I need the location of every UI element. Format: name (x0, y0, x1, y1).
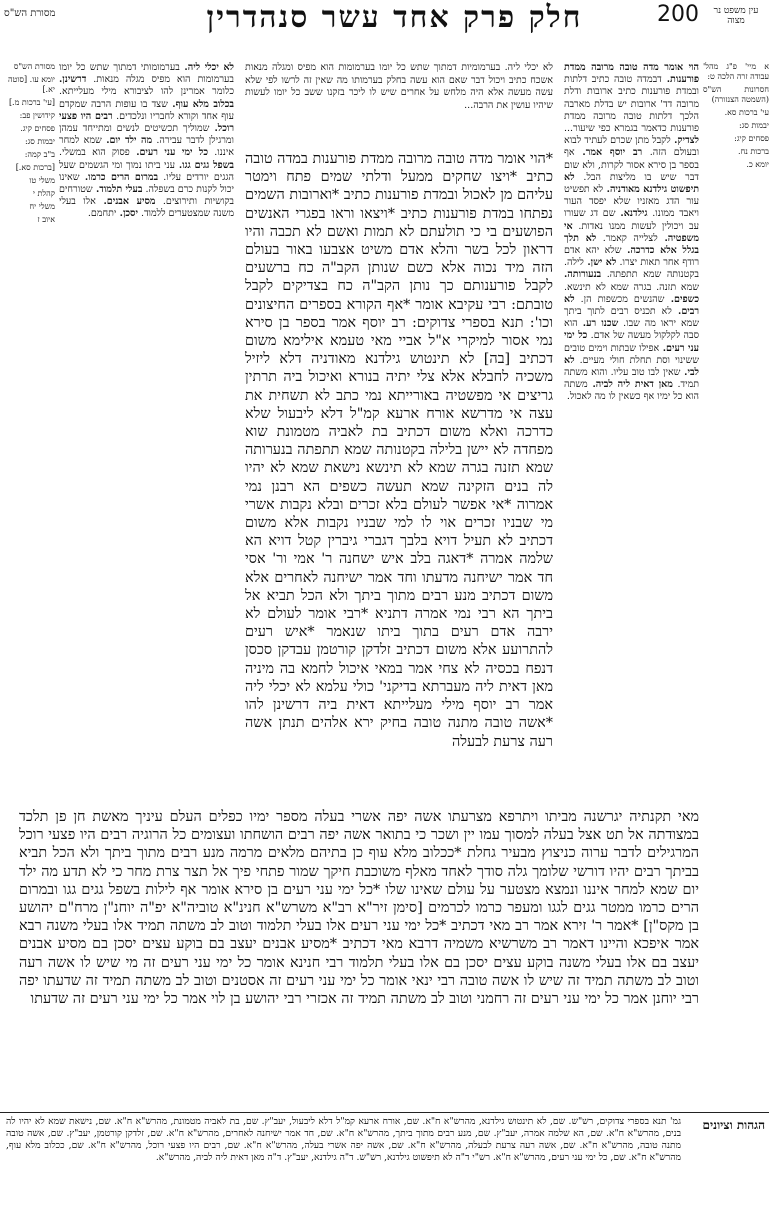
masoret-reference: יבמות סג: (24, 137, 55, 146)
masoret-reference: [עי' ברכות מ.] (8, 98, 55, 107)
tosafot-comment: שטורחים בקושיות ותירוצים. (59, 184, 234, 208)
tosafot-dibur-hamatchil: מה ילד יום. (101, 135, 153, 147)
page-title: חלק פרק אחד עשר סנהדרין (206, 0, 583, 35)
rashi-comment: שאין לבו טוב עליו. והוא משתה תמיד. (564, 367, 699, 391)
ein-mishpat-reference: יבמות סג: (738, 121, 769, 130)
masoret-reference: קידושין פב: (19, 111, 55, 120)
rashi-dibur-hamatchil: לא לבי. (564, 354, 699, 379)
rashi-commentary (564, 62, 699, 807)
notes-label: הגהות וציונים (702, 1118, 765, 1132)
rashi-comment: לקבל מתן שכרם לעתיד לבוא ובעולם הזה. (564, 135, 699, 159)
masoret-reference: יומא עו. [סוטה יא.] (7, 75, 55, 94)
tosafot-comment: כלומר אמרינן להו לציבורא מילי מעלייתא. (59, 86, 234, 98)
rashi-dibur-hamatchil: לא רבים. (564, 293, 699, 318)
page-number: 200 (657, 2, 699, 27)
rashi-comment: שלא יהא אדם רודף אחר תאות יצרו. (564, 245, 699, 269)
page-header (0, 0, 769, 34)
masoret-label: מסורת הש"ס (4, 8, 56, 19)
tosafot-dibur-hamatchil: רבים היו פצעי רוכל. (59, 110, 234, 135)
ein-mishpat-column (703, 62, 769, 862)
rashi-dibur-hamatchil: לא תיפשוט גילדנא מאודניה. (564, 171, 699, 196)
tosafot-comment: שצד בו עופות הרבה שמקדם עוף אחד וקורא לחבריו ונלכדים. (59, 98, 234, 122)
rashi-comment: דבמדה טובה כתיב דלתות ובמדת פורענות כתיב ארובות ודלת מרובה דד' ארובות יש בדלת מארבה הלכך דלתות טובה מרובה ממדת פורענות כדאמר בגמרא כפי שיעור... (564, 74, 699, 135)
rashi-comment: שמא תזנה. בגרה שמא לא תינשא. (564, 281, 699, 293)
tosafot-comment: יתחמם. (87, 208, 117, 220)
notes-divider (0, 1112, 769, 1113)
masoret-reference: מסורת הש"ס (13, 62, 55, 71)
tosafot-top: לא יכלי ליה. בערמומיות דמתוך שתש כל יומו בערמומות הוא מפיס ומגלה מנאות אשכח כתיב ויכול דבר שאם הוא עשה בחלק בערמותו מה שאין זה לרשו לפי שלא עשה מעשה אלא היה מלחש על אחרים שיש לו ליכר בזקנו ששב כל יומו לעשות שיהיו עושין את הרבה... (245, 62, 553, 111)
rashi-comment: משתה הוא כל ימיו אף כשאין לו מה לאכול. (564, 379, 699, 403)
tosafot-dibur-hamatchil: דרשינן. (59, 74, 87, 86)
tosafot-dibur-hamatchil: במרום הרים כרמו. (79, 171, 159, 183)
tosafot-commentary (59, 62, 234, 807)
tosafot-dibur-hamatchil: בשפל גגים גגו. (175, 159, 234, 171)
tosafot-dibur-hamatchil: בעלי תלמוד. (92, 184, 143, 196)
tosafot-comment: אלו בעלי משנה שמצטערים ללמוד. (59, 196, 234, 220)
ein-mishpat-reference: עי' ברכות סא. (724, 108, 769, 117)
gemara-paragraph: רבי עקיבא אומר *אף הקורא בספרים החיצונים וכו': תנא בספרי צדוקים: רב יוסף אמר בספר בן סירא נמי אסור למיקרי א"ל אביי מאי טעמא אילימא משום דכתיב [בה] לא תינטוש גילדנא מאודניה דלא ליזיל משכיה לחבלא אלא צלי יתיה בנורא ואיכול ביה תרתין גריצים אי מפשטיה באורייתא נמי כתב לא תשחית את עצה אי מדרשא אורח ארעא קמ"ל דלא ליבעול שלא כדרכה ואלא משום דכתיב בת לאביה מטמונת שוא מפחדה לא יישן בלילה בקטנותה שמא תתפתה בנערותה שמא תזנה בגרה שמא לא תינשא נישאת שמא לא יהיו לה בנים הזקינה שמא תעשה כשפים הא רבנן נמי אמרוה *אי אפשר לעולם בלא זכרים ובלא נקבות אשרי מי שבניו זכרים אוי לו למי שבניו נקבות אלא משום דכתיב לא תעיל דויא בלבך דגברי גיברין קטל דויא הא שלמה אמרה *דאגה בלב איש ישחנה ר' אמי ור' אסי חד אמר ישיחנה מדעתו וחד אמר ישיחנה לאחרים אלא משום דכתיב מנע רבים מתוך ביתך ולא הכל תביא אל ביתך הא רבי נמי אמרה דתניא *רבי אומר לעולם לא ירבה אדם רעים בתוך ביתו שנאמר *איש רעים להתרועע אלא משום דכתיב זלדקן קורטמן עבדקן סכסן דנפח בכסיה לא צחי אמר במאי איכול לחמא בה מיניה מאן דאית ליה מעברתא בדיקני' כולי עלמא לא יכלי ליה (245, 296, 553, 695)
tosafot-comment: עני ביתו נמוך ומי הגשמים שעל הגגים יורדים עליו. (59, 159, 234, 183)
rashi-dibur-hamatchil: מאן דאית ליה לביה. (587, 379, 673, 391)
rashi-comment: לא תכניס רבים לתוך ביתך שמא יראו מה שבו. (564, 306, 699, 330)
tosafot-dibur-hamatchil: בכלוב מלא עוף. (167, 98, 234, 110)
ein-mishpat-reference: ברכות נח. (737, 147, 769, 156)
masoret-reference: איוב ז (37, 215, 55, 224)
rashi-dibur-hamatchil: לא תלך בגלל אלא כדרכה. (564, 232, 699, 257)
tosafot-dibur-hamatchil: כל ימי עני רעים. (129, 147, 209, 159)
ein-mishpat-reference: א מיי' פ"ג מהל' עבודה זרה הלכה ט: (703, 62, 769, 81)
rashi-comment: אף בספר בן סירא אסור לקרות, ולא שום דבר שיש בו מליצות הבל. (564, 147, 699, 183)
tosafot-comment: בערמומותי דמתוך שתש כל יומו בערמומות הוא מפיס מגלה מנאות. (59, 62, 234, 86)
masoret-reference: קהלת י (32, 189, 55, 198)
hagahot-notes: גמ' תנא בספרי צדוקים, רש"ש. שם, לא תינטוש גילדנא, מהרש"א ח"א. שם, אורח ארעא קמ"ל דלא ליבעול, יעב"ץ. שם, בת לאביה מטמונת, מהרש"א ח"א. שם, נישאת שמא לא יהיו לה בנים, מהרש"א ח"א. שם, הא שלמה אמרה, יעב"ץ. שם, מנע רבים מתוך ביתך, מהרש"א ח"א. שם, חד אמר ישיחנה לאחרים, מהרש"א ח"א. שם, זלדקן קורטמן, יעב"ץ. שם, אשה טובה מתנה טובה, מהרש"א ח"א. שם, אשה רעה צרעת לבעלה, מהרש"א ח"א. שם, אשה יפה אשרי בעלה, מהרש"א ח"א. שם, רבים היו פצעי רוכל, מהרש"א ח"א. שם, ככלוב מלא עוף, מהרש"א ח"א. שם, כל ימי עני רעים, מהרש"א ח"א. רש"י ד"ה לא תיפשוט גילדנא, רש"ש. ד"ה גילדנא, יעב"ץ. ד"ה מאן דאית ליה לביה, מהרש"א. (6, 1116, 681, 1163)
rashi-dibur-hamatchil: לצדיק. (670, 135, 699, 147)
rashi-dibur-hamatchil: הוי אומר מדה טובה מרובה ממדת פורענות. (564, 62, 699, 86)
tosafot-dibur-hamatchil: מסיע אבנים. (95, 196, 156, 208)
gemara-paragraph: *הוי אומר מדה טובה מרובה ממדת פורענות במדה טובה כתיב *ויצו שחקים ממעל ודלתי שמים פתח וימטר עליהם מן לאכול ובמדת פורענות כתיב *וארובות השמים נפתחו במדת פורענות כתיב *ויצאו וראו בפגרי האנשים הפושעים בי כי תולעתם לא תמות ואשם לא תכבה והיו דראון לכל בשר והלא אדם משיט אצבעו באור בעולם הזה מיד נכוה אלא כשם שנותן הקב"ה כח ברשעים לקבל פורענותם כך נותן הקב"ה כח בצדיקים לקבל טובתם: (245, 151, 553, 313)
rashi-comment: הוא סבה לקלקול מעשה של אדם. (564, 318, 699, 342)
rashi-comment: לצלייה קאמר. (596, 232, 658, 244)
rashi-dibur-hamatchil: שכנו רע. (577, 318, 619, 330)
tosafot-comment: שמוליך תכשיטים לנשים ומתייחד עמהן ומרגילן לדבר עבירה. (59, 123, 234, 147)
rashi-dibur-hamatchil: כשפים. (664, 293, 699, 305)
masoret-reference: משלי טו (29, 176, 55, 185)
rashi-dibur-hamatchil: אי משפטיה. (564, 220, 699, 244)
rashi-dibur-hamatchil: גילדנא. (615, 208, 648, 220)
rashi-dibur-hamatchil: רב יוסף אמר. (574, 147, 643, 159)
masoret-reference: ב"ב קמה: (24, 150, 55, 159)
rashi-comment: שהנשים מכשפות הן. (574, 293, 665, 305)
tosafot-dibur-hamatchil: יסכן. (116, 208, 138, 220)
tosafot-comment: שאינו יכול לקנות כרם בשפלה. (59, 171, 234, 196)
tosafot-comment: שמא למחר איננו. (59, 135, 234, 159)
rashi-dibur-hamatchil: כל ימי עני רעים. (564, 330, 699, 354)
gemara-text (245, 150, 553, 790)
rashi-comment: לא תפשיט עור הדג מאזניו שלא יפסד העור ויאבד ממונו. (564, 184, 699, 220)
rashi-comment: לילה. בקטנותה שמא תתפתה. (564, 257, 699, 281)
rashi-dibur-hamatchil: בנעורותה. (564, 269, 602, 281)
tosafot-comment: פסוק הוא במשלי. (59, 147, 130, 159)
ein-mishpat-label: עין משפט נר מצוה (713, 6, 759, 26)
gemara-continuation: מאי תקנתיה יגרשנה מביתו ויתרפא מצרעתו אשה יפה אשרי בעלה מספר ימיו כפלים העלם עיניך מאשת חן פן תלכד במצודתה אל תט אצל בעלה למסוך עמו יין ושכר כי בתואר אשה יפה רבים הושחתו ועצומים כל הרוגיה רבים היו פצעי רוכל המרגילים לדבר ערוה כניצוץ מבעיר גחלת *ככלוב מלא עוף כן בתיהם מלאים מרמה מנע רבים מתוך ביתך ולא הכל תביא בביתך רבים יהיו דורשי שלומך גלה סודך לאחד מאלף משוכבת חיקך שמור פתחי פיך אל תצר צרת מחר כי לא תדע מה ילד יום שמא למחר איננו ונמצא מצטער על עולם שאינו שלו *כל ימי עני רעים בן סירא אומר אף לילות בשפל גגים גגו ובמרום הרים כרמו ממטר גגים לגגו ומעפר כרמו לכרמים [סימן זיר"א רב"א משרש"א חנינ"א טוביה"א יפ"ה יוחנ"ן מרח"ם יהושע בן מקס"ן] *אמר ר' זירא אמר רב מאי דכתיב *כל ימי עני רעים אלו בעלי תלמוד וטוב לב משתה תמיד אלו בעלי משנה רבא אמר איפכא והיינו דאמר רב משרשיא משמיה דרבא מאי דכתיב *מסיע אבנים יעצב בם בוקע עצים יסכן בם מסיע אבנים יעצב בם אלו בעלי משנה בוקע עצים יסכן בם אלו בעלי תלמוד רבי חנינא אומר כל ימי עני רעים זה מי שיש לו אשה רעה וטוב לב משתה תמיד זה שיש לו אשה טובה רבי ינאי אומר כל ימי עני רעים זה אסטנים וטוב לב משתה תמיד זה שדעתו יפה רבי יוחנן אמר כל ימי עני רעים זה רחמני וטוב לב משתה תמיד זה אכזרי רבי יהושע בן לוי אמר כל ימי עני רעים זה שדעתו (19, 809, 699, 1008)
tosafot-dibur-hamatchil: לא יכלי ליה. (179, 62, 234, 73)
masoret-reference: [ברכות סא.] (15, 163, 55, 172)
masoret-reference: משלי יח (29, 202, 55, 211)
ein-mishpat-reference: פסחים קיג: (734, 134, 769, 143)
ein-mishpat-reference: יומא כ. (746, 160, 769, 169)
rashi-comment: שם דג שעורו עב ויכולין לעשות ממנו נאדות. (564, 208, 699, 232)
rashi-comment: אפילו שבתות וימים טובים ששינוי וסת תחלת חולי מעיים. (564, 342, 699, 366)
masoret-reference: פסחים קיג. (20, 124, 55, 133)
ein-mishpat-reference: חסרונות הש"ס (השמטה הצנזורה) (703, 85, 769, 104)
rashi-dibur-hamatchil: לא ישן. (583, 257, 617, 269)
gemara-paragraph: אמר רב יוסף מילי מעלייתא דאית ביה דרשינן להו *אשה טובה מתנה טובה בחיק ירא אלהים תנתן אשה רעה צרעת לבעלה (245, 697, 553, 750)
